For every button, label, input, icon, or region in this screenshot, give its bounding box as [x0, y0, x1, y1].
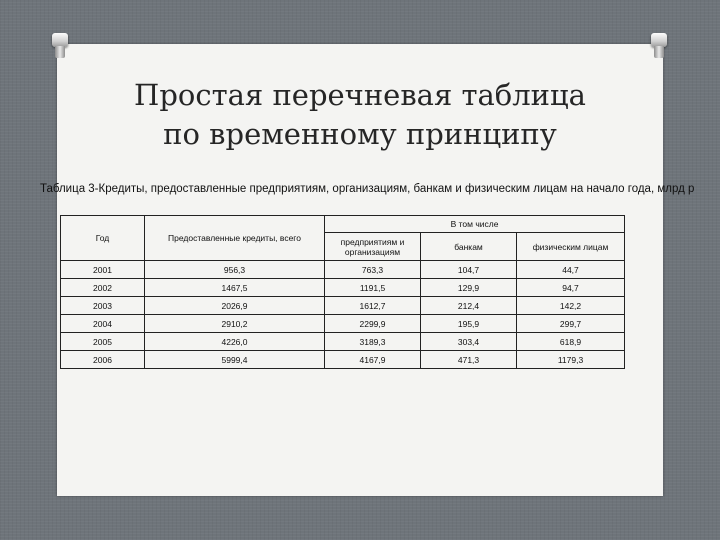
header-individuals: физическим лицам [517, 233, 625, 261]
pushpin-icon [650, 33, 668, 59]
table-row [61, 351, 625, 369]
cell-banks: 129,9 [421, 279, 517, 297]
cell-year: 2003 [61, 297, 145, 315]
cell-total: 5999,4 [145, 351, 325, 369]
cell-year: 2004 [61, 315, 145, 333]
slide-title [57, 76, 663, 154]
table-row [61, 297, 625, 315]
cell-total: 2026,9 [145, 297, 325, 315]
cell-individuals: 618,9 [517, 333, 625, 351]
header-total: Предоставленные кредиты, всего [145, 216, 325, 261]
cell-enterprises: 763,3 [325, 261, 421, 279]
table-caption: Таблица 3-Кредиты, предоставленные предприятиям, организациям, банкам и физическим лицам на начало года, млрд р [40, 183, 695, 195]
cell-total: 2910,2 [145, 315, 325, 333]
cell-individuals: 299,7 [517, 315, 625, 333]
cell-total: 1467,5 [145, 279, 325, 297]
table-row [61, 261, 625, 279]
cell-year: 2006 [61, 351, 145, 369]
table-row [61, 279, 625, 297]
cell-year: 2002 [61, 279, 145, 297]
header-enterprises: предприятиям и организациям [325, 233, 421, 261]
credits-table [60, 215, 625, 369]
cell-enterprises: 1191,5 [325, 279, 421, 297]
cell-individuals: 1179,3 [517, 351, 625, 369]
cell-banks: 303,4 [421, 333, 517, 351]
cell-enterprises: 4167,9 [325, 351, 421, 369]
cell-banks: 104,7 [421, 261, 517, 279]
cell-enterprises: 3189,3 [325, 333, 421, 351]
slide-title-line-1: Простая перечневая таблица [134, 78, 586, 112]
cell-banks: 471,3 [421, 351, 517, 369]
cell-individuals: 94,7 [517, 279, 625, 297]
cell-total: 4226,0 [145, 333, 325, 351]
header-banks: банкам [421, 233, 517, 261]
cell-banks: 212,4 [421, 297, 517, 315]
cell-banks: 195,9 [421, 315, 517, 333]
cell-individuals: 142,2 [517, 297, 625, 315]
cell-year: 2001 [61, 261, 145, 279]
header-including: В том числе [325, 216, 625, 233]
cell-year: 2005 [61, 333, 145, 351]
table-row [61, 315, 625, 333]
pushpin-icon [51, 33, 69, 59]
table-row [61, 333, 625, 351]
cell-individuals: 44,7 [517, 261, 625, 279]
cell-enterprises: 2299,9 [325, 315, 421, 333]
slide-title-line-2: по временному принципу [163, 117, 557, 151]
cell-total: 956,3 [145, 261, 325, 279]
header-year: Год [61, 216, 145, 261]
cell-enterprises: 1612,7 [325, 297, 421, 315]
